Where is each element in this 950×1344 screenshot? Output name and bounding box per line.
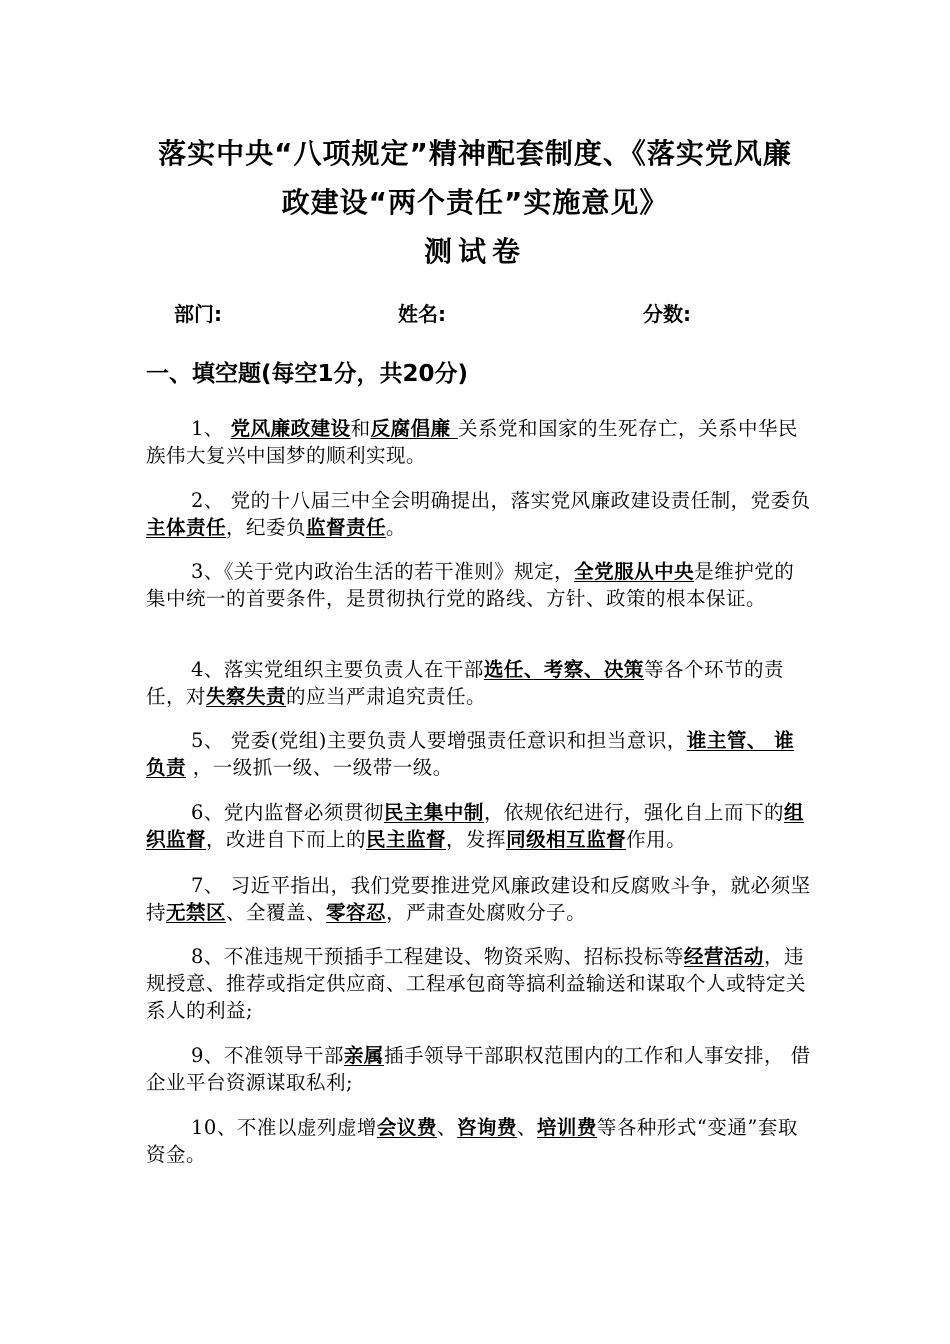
question-text: ，违规授意、推荐或指定供应商、工程承包商等搞利益输送和谋取个人或特定关系人的利益; (146, 945, 807, 1022)
score-label: 分数: (643, 302, 691, 326)
question-text: 、全覆盖、 (226, 901, 327, 924)
question-text: 、 (516, 1116, 537, 1139)
question-9 (146, 1042, 811, 1096)
question-text: 10、不准以虚列虚增 (191, 1116, 377, 1139)
question-text: 7、 习近平指出，我们党要推进党风廉政建设和反腐败斗争，就必须坚持 (146, 874, 811, 924)
answer-blank: 组织监督 (146, 801, 804, 851)
answer-blank: 民主监督 (366, 828, 447, 851)
section-heading: 一、填空题(每空1分，共20分) (146, 361, 469, 387)
question-text: ，严肃查处腐败分子。 (386, 901, 587, 924)
question-text: 3、《关于党内政治生活的若干准则》规定， (191, 560, 575, 583)
question-text: ，依规依纪进行，强化自上而下的 (483, 801, 784, 824)
question-text: 等各种形式“变通”套取资金。 (146, 1116, 798, 1166)
question-text: 的应当严肃追究责任。 (286, 685, 487, 708)
question-text: 5、 党委(党组)主要负责人要增强责任意识和担当意识， (191, 729, 687, 752)
answer-blank: 经营活动 (683, 945, 764, 968)
answer-blank: 咨询费 (456, 1116, 517, 1139)
answer-blank: 亲属 (343, 1044, 384, 1067)
question-text: ，改进自下而上的 (206, 828, 367, 851)
question-text: 作用。 (626, 828, 687, 851)
answer-blank: 全党服从中央 (574, 560, 695, 583)
question-6 (146, 799, 811, 853)
answer-blank: 反腐倡廉 (370, 417, 458, 440)
answer-blank: 培训费 (536, 1116, 597, 1139)
answer-blank: 选任、考察、决策 (483, 658, 644, 681)
answer-blank: 谁主管、 谁负责 (146, 729, 795, 779)
question-text: 、 (436, 1116, 457, 1139)
question-text: 8、不准违规干预插手工程建设、物资采购、招标投标等 (191, 945, 684, 968)
question-8 (146, 943, 811, 1024)
answer-blank: 民主集中制 (383, 801, 484, 824)
answer-blank: 党风廉政建设 (230, 417, 351, 440)
question-text: 等各个环节的责任，对 (146, 658, 784, 708)
answer-blank: 监督责任 (306, 516, 387, 539)
title-line-2: 政建设“两个责任”实施意见》 (281, 186, 669, 219)
question-3 (146, 558, 811, 612)
question-text: 和 (350, 417, 371, 440)
department-label: 部门: (174, 302, 222, 326)
answer-blank: 零容忍 (326, 901, 387, 924)
question-text: 。 (386, 516, 407, 539)
question-4 (146, 656, 811, 710)
title-line-1: 落实中央“八项规定”精神配套制度、《落实党风廉 (158, 137, 792, 170)
question-text: 1、 (191, 417, 231, 440)
answer-blank: 主体责任 (146, 516, 227, 539)
name-label: 姓名: (398, 302, 446, 326)
question-text: ，发挥 (446, 828, 507, 851)
question-5 (146, 727, 811, 781)
question-7 (146, 872, 811, 926)
title-line-3: 测试卷 (423, 235, 526, 268)
question-2 (146, 487, 811, 541)
answer-blank: 会议费 (376, 1116, 437, 1139)
answer-blank: 同级相互监督 (506, 828, 627, 851)
question-text: 2、 党的十八届三中全会明确提出，落实党风廉政建设责任制，党委负 (191, 489, 811, 512)
question-text: ，纪委负 (226, 516, 307, 539)
question-1 (146, 415, 811, 469)
answer-blank: 失察失责 (206, 685, 287, 708)
question-text: 6、党内监督必须贯彻 (191, 801, 384, 824)
question-text: 插手领导干部职权范围内的工作和人事安排， 借企业平台资源谋取私利; (146, 1044, 811, 1094)
question-text: 4、落实党组织主要负责人在干部 (191, 658, 484, 681)
question-text: 9、不准领导干部 (191, 1044, 344, 1067)
answer-blank: 无禁区 (166, 901, 227, 924)
question-text: 是维护党的集中统一的首要条件，是贯彻执行党的路线、方针、政策的根本保证。 (146, 560, 795, 610)
question-text: ，一级抓一级、一级带一级。 (186, 756, 453, 779)
question-10 (146, 1114, 811, 1168)
question-text: 关系党和国家的生死存亡，关系中华民族伟大复兴中国梦的顺利实现。 (146, 417, 798, 467)
